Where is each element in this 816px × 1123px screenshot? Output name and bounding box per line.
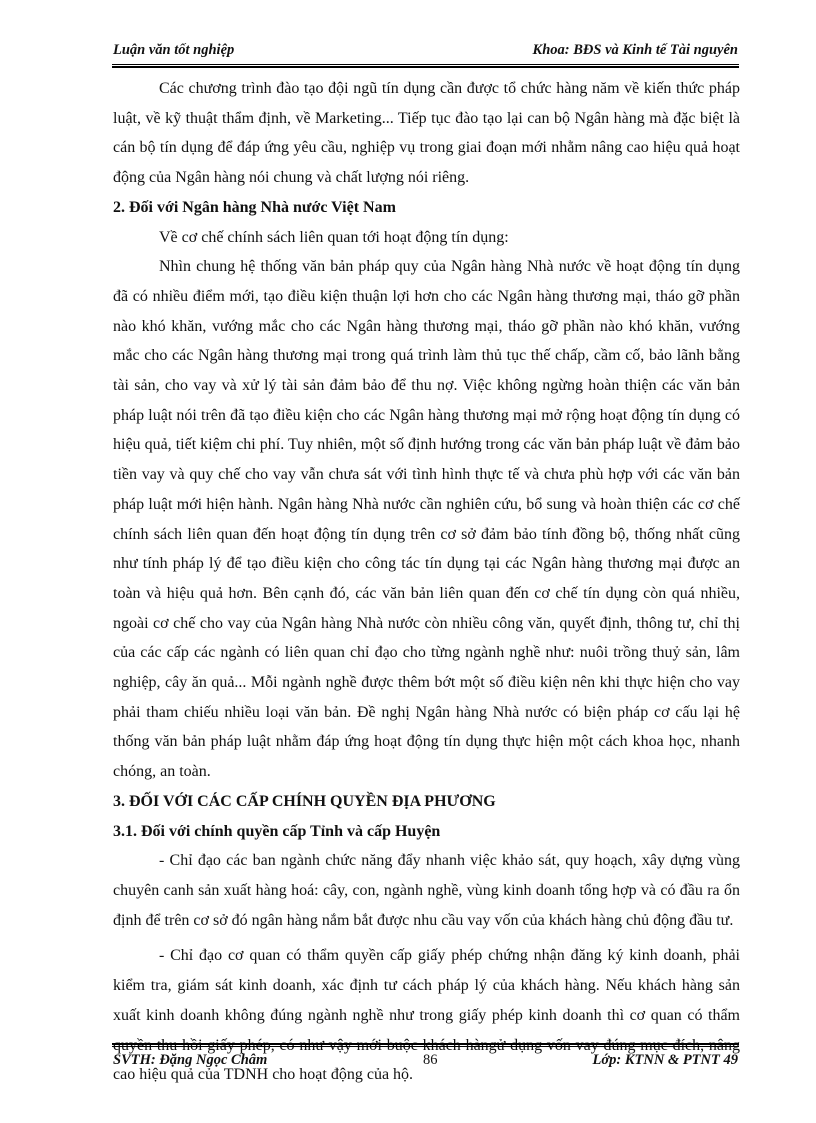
page-header [113,42,738,64]
header-divider [112,64,739,68]
section-heading-local-government: 3. ĐỐI VỚI CÁC CẤP CHÍNH QUYỀN ĐỊA PHƯƠNG [113,792,496,810]
footer-class: Lớp: KTNN & PTNT 49 [592,1052,738,1068]
subsection-heading-province-district: 3.1. Đối với chính quyền cấp Tỉnh và cấp Huyện [113,822,441,840]
paragraph-training: Các chương trình đào tạo đội ngũ tín dụng cần được tổ chức hàng năm về kiến thức pháp luật, về kỹ thuật thẩm định, về Marketing... Tiếp tục đào tạo lại can bộ Ngân hàng mà đặc biệt là cán bộ tín dụng để đáp ứng yêu cầu, nghiệp vụ trong giai đoạn mới nhằm nâng cao hiệu quả hoạt động của Ngân hàng nói chung và chất lượng nói riêng. [113,80,740,187]
section-heading-state-bank: 2. Đối với Ngân hàng Nhà nước Việt Nam [113,198,396,216]
header-thesis-title: Luận văn tốt nghiệp [113,42,235,58]
paragraph-policy-intro: Về cơ chế chính sách liên quan tới hoạt động tín dụng: [159,228,509,246]
paragraph-planning-directive: - Chỉ đạo các ban ngành chức năng đẩy nhanh việc khảo sát, quy hoạch, xây dựng vùng chuyên canh sản xuất hàng hoá: cây, con, ngành nghề, vùng kinh doanh tổng hợp và có đầu ra ổn định để trên cơ sở đó ngân hàng nắm bắt được nhu cầu vay vốn của khách hàng chủ động đầu tư. [113,852,740,929]
page-footer [113,1052,738,1074]
paragraph-licensing-directive: - Chỉ đạo cơ quan có thẩm quyền cấp giấy phép chứng nhận đăng ký kinh doanh, phải kiểm tra, giám sát kinh doanh, xác định tư cách pháp lý của khách hàng. Nếu khách hàng sản xuất kinh doanh không đúng ngành nghề như trong giấy phép kinh doanh thì cơ quan có thẩm quyền thu hồi giấy phép, có như vậy mới buộc khách hàngử dụng vốn vay đúng mục đích, nâng cao hiệu quả của TDNH cho hoạt động của hộ. [113,947,740,1084]
footer-divider [112,1043,739,1047]
paragraph-legal-system: Nhìn chung hệ thống văn bản pháp quy của Ngân hàng Nhà nước về hoạt động tín dụng đã có nhiều điểm mới, tạo điều kiện thuận lợi hơn cho các Ngân hàng thương mại, tháo gỡ phần nào khó khăn, vướng mắc cho các Ngân hàng thương mại, tháo gỡ phần nào khó khăn, vướng mắc cho các Ngân hàng thương mại trong quá trình làm thủ tục thế chấp, cầm cố, bảo lãnh bằng tài sản, cho vay và xử lý tài sản đảm bảo để thu nợ. Việc không ngừng hoàn thiện các văn bản pháp luật nói trên đã tạo điều kiện cho các Ngân hàng thương mại mở rộng hoạt động tín dụng có hiệu quả, tiết kiệm chi phí. Tuy nhiên, một số định hướng trong các văn bản pháp luật về đảm bảo tiền vay và quy chế cho vay vẫn chưa sát với tình hình thực tế và chưa phù hợp với các văn bản pháp luật mới hiện hành. Ngân hàng Nhà nước cần nghiên cứu, bổ sung và hoàn thiện các cơ chế chính sách liên quan đến hoạt động tín dụng trên cơ sở đảm bảo tính đồng bộ, thống nhất cũng như tính pháp lý để tạo điều kiện cho công tác tín dụng tại các Ngân hàng thương mại được an toàn và hiệu quả hơn. Bên cạnh đó, các văn bản liên quan đến cơ chế tín dụng còn quá nhiều, ngoài cơ chế cho vay của Ngân hàng Nhà nước còn nhiều công văn, quyết định, thông tư, chỉ thị của các cấp các ngành có liên quan chỉ đạo cho từng ngành nghề như: nuôi trồng thuỷ sản, lâm nghiệp, cây ăn quả... Mỗi ngành nghề được thêm bớt một số điều kiện nên khi thực hiện cho vay phải tham chiếu nhiều loại văn bản. Đề nghị Ngân hàng Nhà nước có biện pháp cơ cấu lại hệ thống văn bản pháp luật nhằm đáp ứng hoạt động tín dụng thực hiện một cách khoa học, nhanh chóng, an toàn. [113,258,740,781]
footer-student-name: SVTH: Đặng Ngọc Châm [113,1052,268,1068]
page-number: 86 [423,1052,438,1068]
header-faculty: Khoa: BĐS và Kinh tế Tài nguyên [532,42,738,58]
page-body [113,74,740,1090]
